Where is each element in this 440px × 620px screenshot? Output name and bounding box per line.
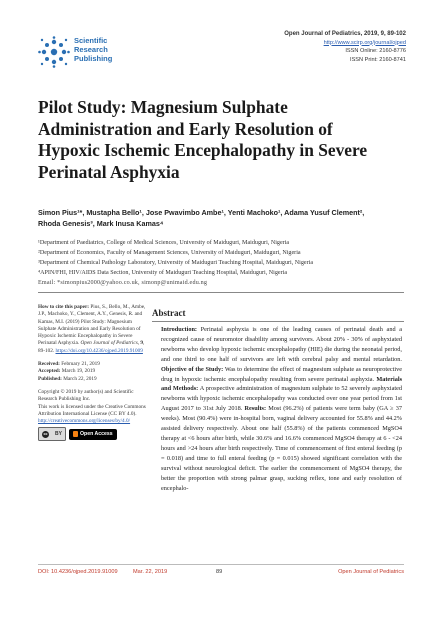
accepted-label: Accepted: (38, 368, 61, 375)
author-line: Rhoda Genesis³, Mark Inusa Kamas⁴ (38, 219, 164, 228)
cite-doi-link[interactable]: https://doi.org/10.4236/ojped.2019.91009 (55, 347, 143, 354)
footer-divider (38, 564, 404, 565)
issn-print: ISSN Print: 2160-8741 (350, 56, 406, 63)
abstract-body (161, 325, 402, 493)
cite-journal: Open Journal of Pediatrics (80, 340, 138, 347)
open-access-label: Open Access (80, 430, 113, 437)
abstract-objective-label: Objective of the Study: (161, 365, 224, 373)
divider (38, 292, 404, 293)
paper-title: Pilot Study: Magnesium Sulphate Administration and Early Resolution of Hypoxic Ischemic Encephalopathy in Severe Perinatal Asphyxia (38, 97, 368, 182)
published-date: March 22, 2019 (63, 375, 97, 382)
affiliation-item: ¹Department of Paediatrics, College of Medical Sciences, University of Maiduguri, Maiduguri, Nigeria (38, 240, 290, 246)
received-date: February 21, 2019 (61, 361, 100, 368)
cc-by-label: BY (55, 430, 62, 437)
cc-by-badge[interactable] (38, 427, 66, 441)
abstract-results: Most (96.2%) of patients were term baby (GA ≥ 37 weeks). Most (90.4%) were in-hospital born, vaginal delivery accounted for 55.8% and 44.2% assisted delivery respectively. About one half (55.8%) of the patients commenced MgSO4 therapy at <6 hours after birth, while 30.6% and 16.6% commenced MgSO4 therapy at 6 - <24 hours and >24 hours after birth respectively. Time of commencement of first enteral feeding (p = 0.018) and time to full enteral feeding (p = 0.015) showed significant correlation with the survival without neurological deficit. The earlier the commencement of MgSO4 therapy, the better the proportion with strong palmar grasp, sucking reflex, tone and early resolution of encephalo- (161, 405, 403, 492)
abstract-methods-label: Materials and Methods: (161, 375, 403, 393)
open-access-badge[interactable] (69, 429, 117, 440)
publisher-name-line: Scientific (74, 36, 108, 45)
publisher-name-line: Research (74, 45, 108, 54)
cc-icon: cc (43, 431, 48, 436)
journal-citation: Open Journal of Pediatrics, 2019, 9, 89-102 (284, 31, 406, 37)
publisher-name (74, 36, 112, 63)
journal-url-link[interactable]: http://www.scirp.org/journal/ojped (323, 39, 406, 46)
cite-volume: 9 (140, 340, 143, 347)
cite-text: Pius, S., Bello, M., Ambe, J.P., Machoko, Y., Clement, A.Y., Genesis, R. and Kamas, M.I. (2019) Pilot Study: Magnesium Sulphate Administration and Early Resolution of Hypoxic Ischemic Encephalopathy in Severe Perinatal Asphyxia. (38, 304, 146, 347)
abstract-intro: Perinatal asphyxia is one of the leading causes of perinatal death and a recognized cause of neuromotor disability among survivors. About 20% - 30% of asphyxiated newborns who develop hypoxic ischemic encephalopathy (HIE) die during the neonatal period, and one third to one half of survivors are left with cerebral palsy and mental retardation. (161, 326, 403, 363)
abstract-heading: Abstract (152, 308, 186, 318)
footer-doi[interactable]: DOI: 10.4236/ojped.2019.91009 (38, 569, 118, 575)
copyright-block (38, 389, 150, 425)
issn-online: ISSN Online: 2160-8776 (345, 48, 406, 55)
license-link[interactable]: http://creativecommons.org/licenses/by/4.0/ (38, 418, 131, 425)
published-label: Published: (38, 375, 62, 382)
corresponding-email: Email: *simonpius2000@yahoo.co.uk, simonp@unimaid.edu.ng (38, 280, 208, 286)
article-dates (38, 361, 150, 383)
affiliation-item: ⁴APIN/FHI, HIV/AIDS Data Section, University of Maiduguri Teaching Hospital, Maiduguri, Nigeria (38, 270, 288, 276)
abstract-methods: A prospective administration of magnesium sulphate to 52 severely asphyxiated newborns with hypoxic ischemic encephalopathy was conducted over one year period from 1st August 2017 to 31st July 2018. (161, 385, 403, 413)
footer-journal: Open Journal of Pediatrics (338, 569, 404, 575)
author-line: Simon Pius¹*, Mustapha Bello¹, Jose Pwavimbo Ambe¹, Yenti Machoko¹, Adama Yusuf Clement², (38, 208, 365, 217)
journal-info (284, 30, 406, 64)
cite-label: How to cite this paper: (38, 304, 90, 310)
abstract-results-label: Results: (244, 405, 267, 413)
footer-date: Mar. 22, 2019 (133, 569, 168, 575)
license-text: This work is licensed under the Creative Commons Attribution International License (CC BY 4.0). (38, 403, 146, 417)
citation-block: How to cite this paper: Pius, S., Bello, M., Ambe, J.P., Machoko, Y., Clement, A.Y., Genesis, R. and Kamas, M.I. (2019) Pilot Study: Magnesium Sulphate Administration and Early Resolution of Hypoxic Ischemic Encephalopathy in Severe Perinatal Asphyxia. Open Journal of Pediatrics, 9, 89-102. https://doi.org/10.4236/ojped.2019.91009 (38, 304, 146, 354)
accepted-date: March 19, 2019 (61, 368, 96, 375)
received-label: Received: (38, 361, 60, 368)
affiliations (38, 238, 408, 288)
cite-pages: , 89-102. (38, 340, 145, 354)
scirp-logo-icon (38, 36, 70, 68)
page-number: 89 (216, 569, 223, 575)
publisher-name-line: Publishing (74, 54, 113, 63)
author-list (38, 207, 408, 229)
abstract-intro-label: Introduction: (161, 326, 198, 333)
page-footer (38, 569, 404, 579)
abstract-divider (152, 321, 404, 322)
affiliation-item: ²Department of Economics, Faculty of Management Sciences, University of Maiduguri, Maiduguri, Nigeria (38, 250, 301, 256)
affiliation-item: ³Department of Chemical Pathology Laboratory, University of Maiduguri Teaching Hospital, Maiduguri, Nigeria (38, 260, 314, 266)
article-sidebar (38, 304, 150, 441)
open-lock-icon (73, 431, 78, 437)
abstract-objective: Was to determine the effect of magnesium sulphate as neuroprotective drug in hypoxic ischemic encephalopathy resulting from severe perinatal asphyxia. (161, 365, 403, 383)
publisher-logo (38, 34, 158, 68)
license-badges (38, 427, 117, 441)
copyright-text: Copyright © 2019 by author(s) and Scientific Research Publishing Inc. (38, 388, 134, 403)
